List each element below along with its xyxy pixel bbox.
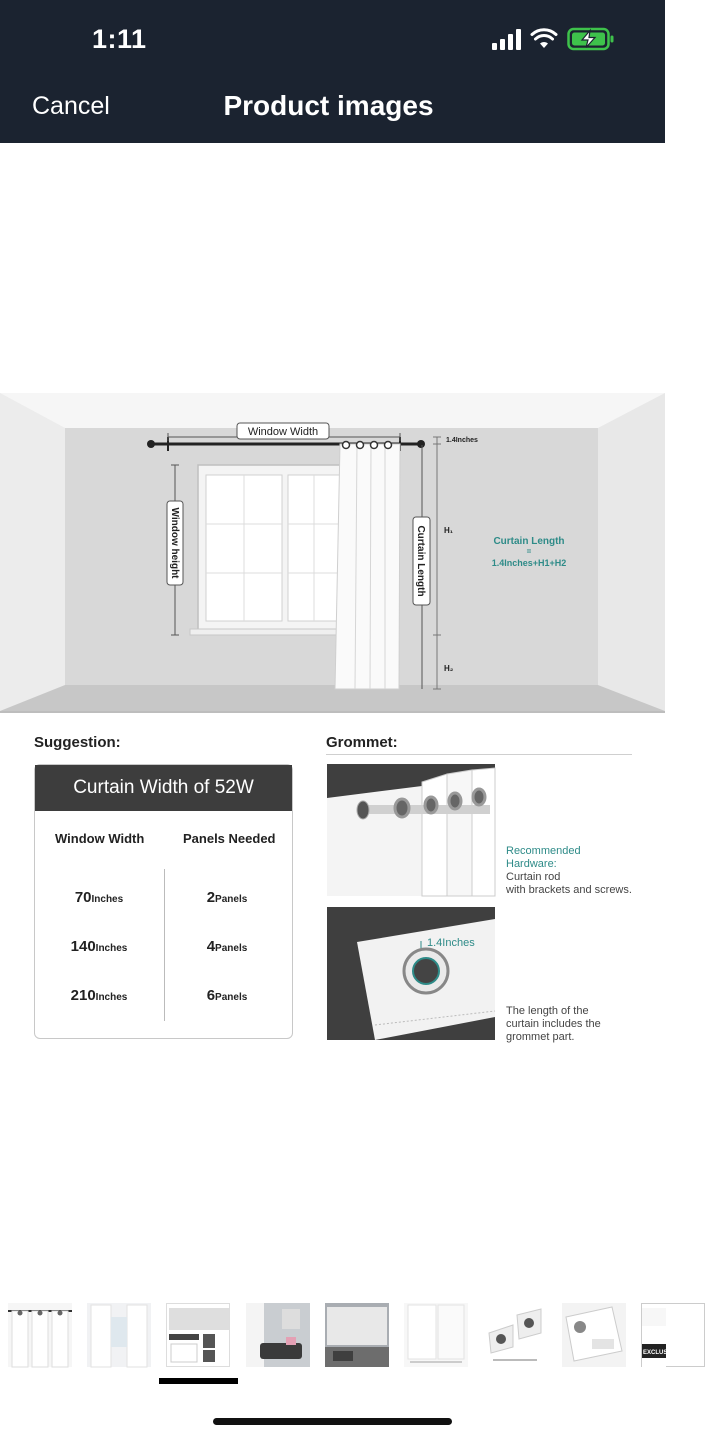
top-gap-label: 1.4Inches <box>446 437 478 444</box>
panels-cell: 6Panels <box>206 987 248 1004</box>
dark-room-thumb-icon <box>325 1303 389 1367</box>
grommet-heading: Grommet: <box>326 734 398 751</box>
grommet-measure-label: 1.4Inches <box>427 937 475 949</box>
status-icons <box>492 27 615 51</box>
size-chart-thumb-icon <box>167 1304 231 1368</box>
room-diagram <box>0 393 665 713</box>
cancel-button[interactable]: Cancel <box>32 92 110 120</box>
h2-label: H₂ <box>444 664 454 673</box>
panels-cell: 2Panels <box>206 889 248 906</box>
col-window-width: Window Width <box>55 831 145 846</box>
selected-thumbnail-indicator <box>159 1378 238 1384</box>
curtain-rod-illustration <box>327 764 495 896</box>
card-divider <box>164 869 165 1021</box>
formula-title: Curtain Length <box>493 536 565 547</box>
thumbnail-2[interactable] <box>87 1303 151 1367</box>
window-width-cell: 210Inches <box>70 987 128 1004</box>
exclusive-thumb-icon <box>642 1304 674 1368</box>
thumbnail-8[interactable] <box>562 1303 626 1367</box>
curtain-illustration <box>335 442 400 690</box>
living-room-thumb-icon <box>87 1303 151 1367</box>
page-title: Product images <box>223 90 434 121</box>
hardware-note: Recommended Hardware: Curtain rod with brackets and screws. <box>506 845 632 896</box>
grommet-detail-image <box>327 907 495 1040</box>
thumbnail-7[interactable] <box>483 1303 547 1367</box>
grommet-rod-image <box>327 764 495 896</box>
fabric-detail-thumb-icon <box>562 1303 626 1367</box>
top-bar <box>0 0 665 143</box>
card-title: Curtain Width of 52W <box>35 765 292 811</box>
grommet-thumb-icon <box>483 1303 547 1367</box>
curtain-panels-thumb-icon <box>8 1303 72 1367</box>
grommet-length-note: The length of the curtain includes the grommet part. <box>506 1005 601 1043</box>
panels-cell: 4Panels <box>206 938 248 955</box>
suggestion-heading: Suggestion: <box>34 734 121 751</box>
window-width-label: Window Width <box>247 426 319 438</box>
formula-equals: = <box>526 547 532 556</box>
suggestion-card <box>34 764 293 1039</box>
window-width-cell: 140Inches <box>70 938 128 955</box>
home-indicator[interactable] <box>213 1418 452 1425</box>
thumbnail-4[interactable] <box>246 1303 310 1367</box>
h1-label: H₁ <box>444 526 454 535</box>
thumbnail-3[interactable] <box>166 1303 230 1367</box>
wifi-icon <box>531 29 557 49</box>
sofa-room-thumb-icon <box>246 1303 310 1367</box>
curtain-length-label: Curtain Length <box>415 525 426 597</box>
window-height-label: Window height <box>169 507 180 579</box>
product-image-viewer[interactable] <box>0 143 665 1283</box>
thumbnail-1[interactable] <box>8 1303 72 1367</box>
grommet-divider <box>326 754 632 755</box>
thumbnail-6[interactable] <box>404 1303 468 1367</box>
svg-text:EXCLUSIV: EXCLUSIV <box>643 1350 674 1356</box>
status-time: 1:11 <box>92 24 147 54</box>
sheer-panel-thumb-icon <box>404 1303 468 1367</box>
window-width-cell: 70Inches <box>74 889 124 906</box>
thumbnail-5[interactable] <box>325 1303 389 1367</box>
thumbnail-9[interactable] <box>641 1303 705 1367</box>
grommet-closeup-illustration <box>327 907 495 1040</box>
thumbnail-strip[interactable] <box>0 1303 674 1369</box>
battery-charging-icon <box>567 27 615 51</box>
col-panels-needed: Panels Needed <box>183 831 276 846</box>
formula-expression: 1.4Inches+H1+H2 <box>491 558 567 568</box>
cellular-signal-icon <box>492 28 521 50</box>
